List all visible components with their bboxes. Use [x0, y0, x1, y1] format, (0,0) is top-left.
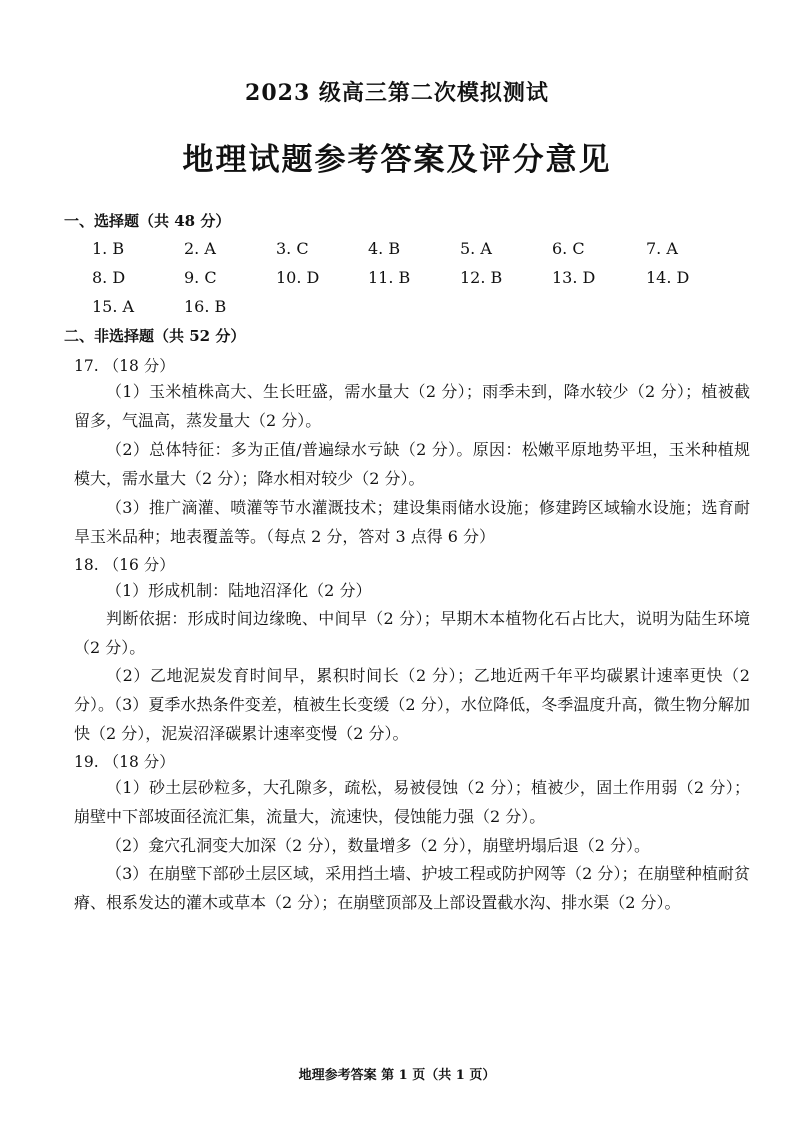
answer-1: 1. B	[92, 239, 125, 258]
answer-9: 9. C	[184, 268, 217, 287]
answer-14: 14. D	[646, 268, 690, 287]
answer-13: 13. D	[552, 268, 596, 287]
answer-8: 8. D	[92, 268, 126, 287]
q18-answer-3: （3）夏季水热条件变差，植被生长变缓（2 分），水位降低，冬季温度升高，微生物分解加快（2 分），泥炭沼泽碳累计速率变慢（2 分）。	[74, 695, 750, 743]
page-footer: 地理参考答案 第 1 页（共 1 页）	[298, 1068, 496, 1083]
section-title-choice: 一、选择题（共 48 分）	[64, 212, 231, 230]
q18-basis: 判断依据：形成时间边缘晚、中间早（2 分）；早期木本植物化石占比大，说明为陆生环境（2 分）。	[74, 609, 750, 657]
q18-answer-1: （1）形成机制：陆地沼泽化（2 分）	[106, 581, 372, 600]
q17-answer-2: （2）总体特征：多为正值/普遍绿水亏缺（2 分）。原因：松嫩平原地势平坦，玉米种植规模大，需水量大（2 分）；降水相对较少（2 分）。	[74, 440, 750, 488]
q19-answer-2: （2）龛穴孔洞变大加深（2 分），数量增多（2 分），崩壁坍塌后退（2 分）。	[106, 836, 650, 855]
exam-title: 2023 级高三第二次模拟测试	[245, 80, 549, 106]
answer-4: 4. B	[368, 239, 401, 258]
answer-6: 6. C	[552, 239, 585, 258]
answer-16: 16. B	[184, 297, 227, 316]
answer-7: 7. A	[646, 239, 678, 258]
document-title: 地理试题参考答案及评分意见	[182, 142, 612, 178]
q17-answer-1: （1）玉米植株高大、生长旺盛，需水量大（2 分）；雨季未到，降水较少（2 分）；植被截留多，气温高，蒸发量大（2 分）。	[74, 382, 750, 430]
answer-5: 5. A	[460, 239, 492, 258]
answer-11: 11. B	[368, 268, 411, 287]
q19-answer-1: （1）砂土层砂粒多，大孔隙多，疏松，易被侵蚀（2 分）；植被少，固土作用弱（2 分）；崩壁中下部坡面径流汇集，流量大，流速快，侵蚀能力强（2 分）。	[74, 778, 750, 826]
answer-15: 15. A	[92, 297, 135, 316]
section-title-nonchoice: 二、非选择题（共 52 分）	[64, 327, 246, 345]
q18-answer-2: （2）乙地泥炭发育时间早，累积时间长（2 分）；乙地近两千年平均碳累计速率更快（2 分）。	[74, 666, 750, 714]
q17-answer-3: （3）推广滴灌、喷灌等节水灌溉技术；建设集雨储水设施；修建跨区域输水设施；选育耐旱玉米品种；地表覆盖等。（每点 2 分，答对 3 点得 6 分）	[74, 498, 750, 546]
answer-12: 12. B	[460, 268, 503, 287]
question-19-head: 19. （18 分）	[74, 753, 175, 771]
answer-2: 2. A	[184, 239, 216, 258]
question-17-head: 17. （18 分）	[74, 357, 175, 375]
q19-answer-3: （3）在崩壁下部砂土层区域，采用挡土墙、护坡工程或防护网等（2 分）；在崩壁种植耐贫瘠、根系发达的灌木或草本（2 分）；在崩壁顶部及上部设置截水沟、排水渠（2 分）。	[74, 864, 750, 912]
answer-3: 3. C	[276, 239, 309, 258]
question-18-head: 18. （16 分）	[74, 556, 175, 574]
answer-10: 10. D	[276, 268, 320, 287]
